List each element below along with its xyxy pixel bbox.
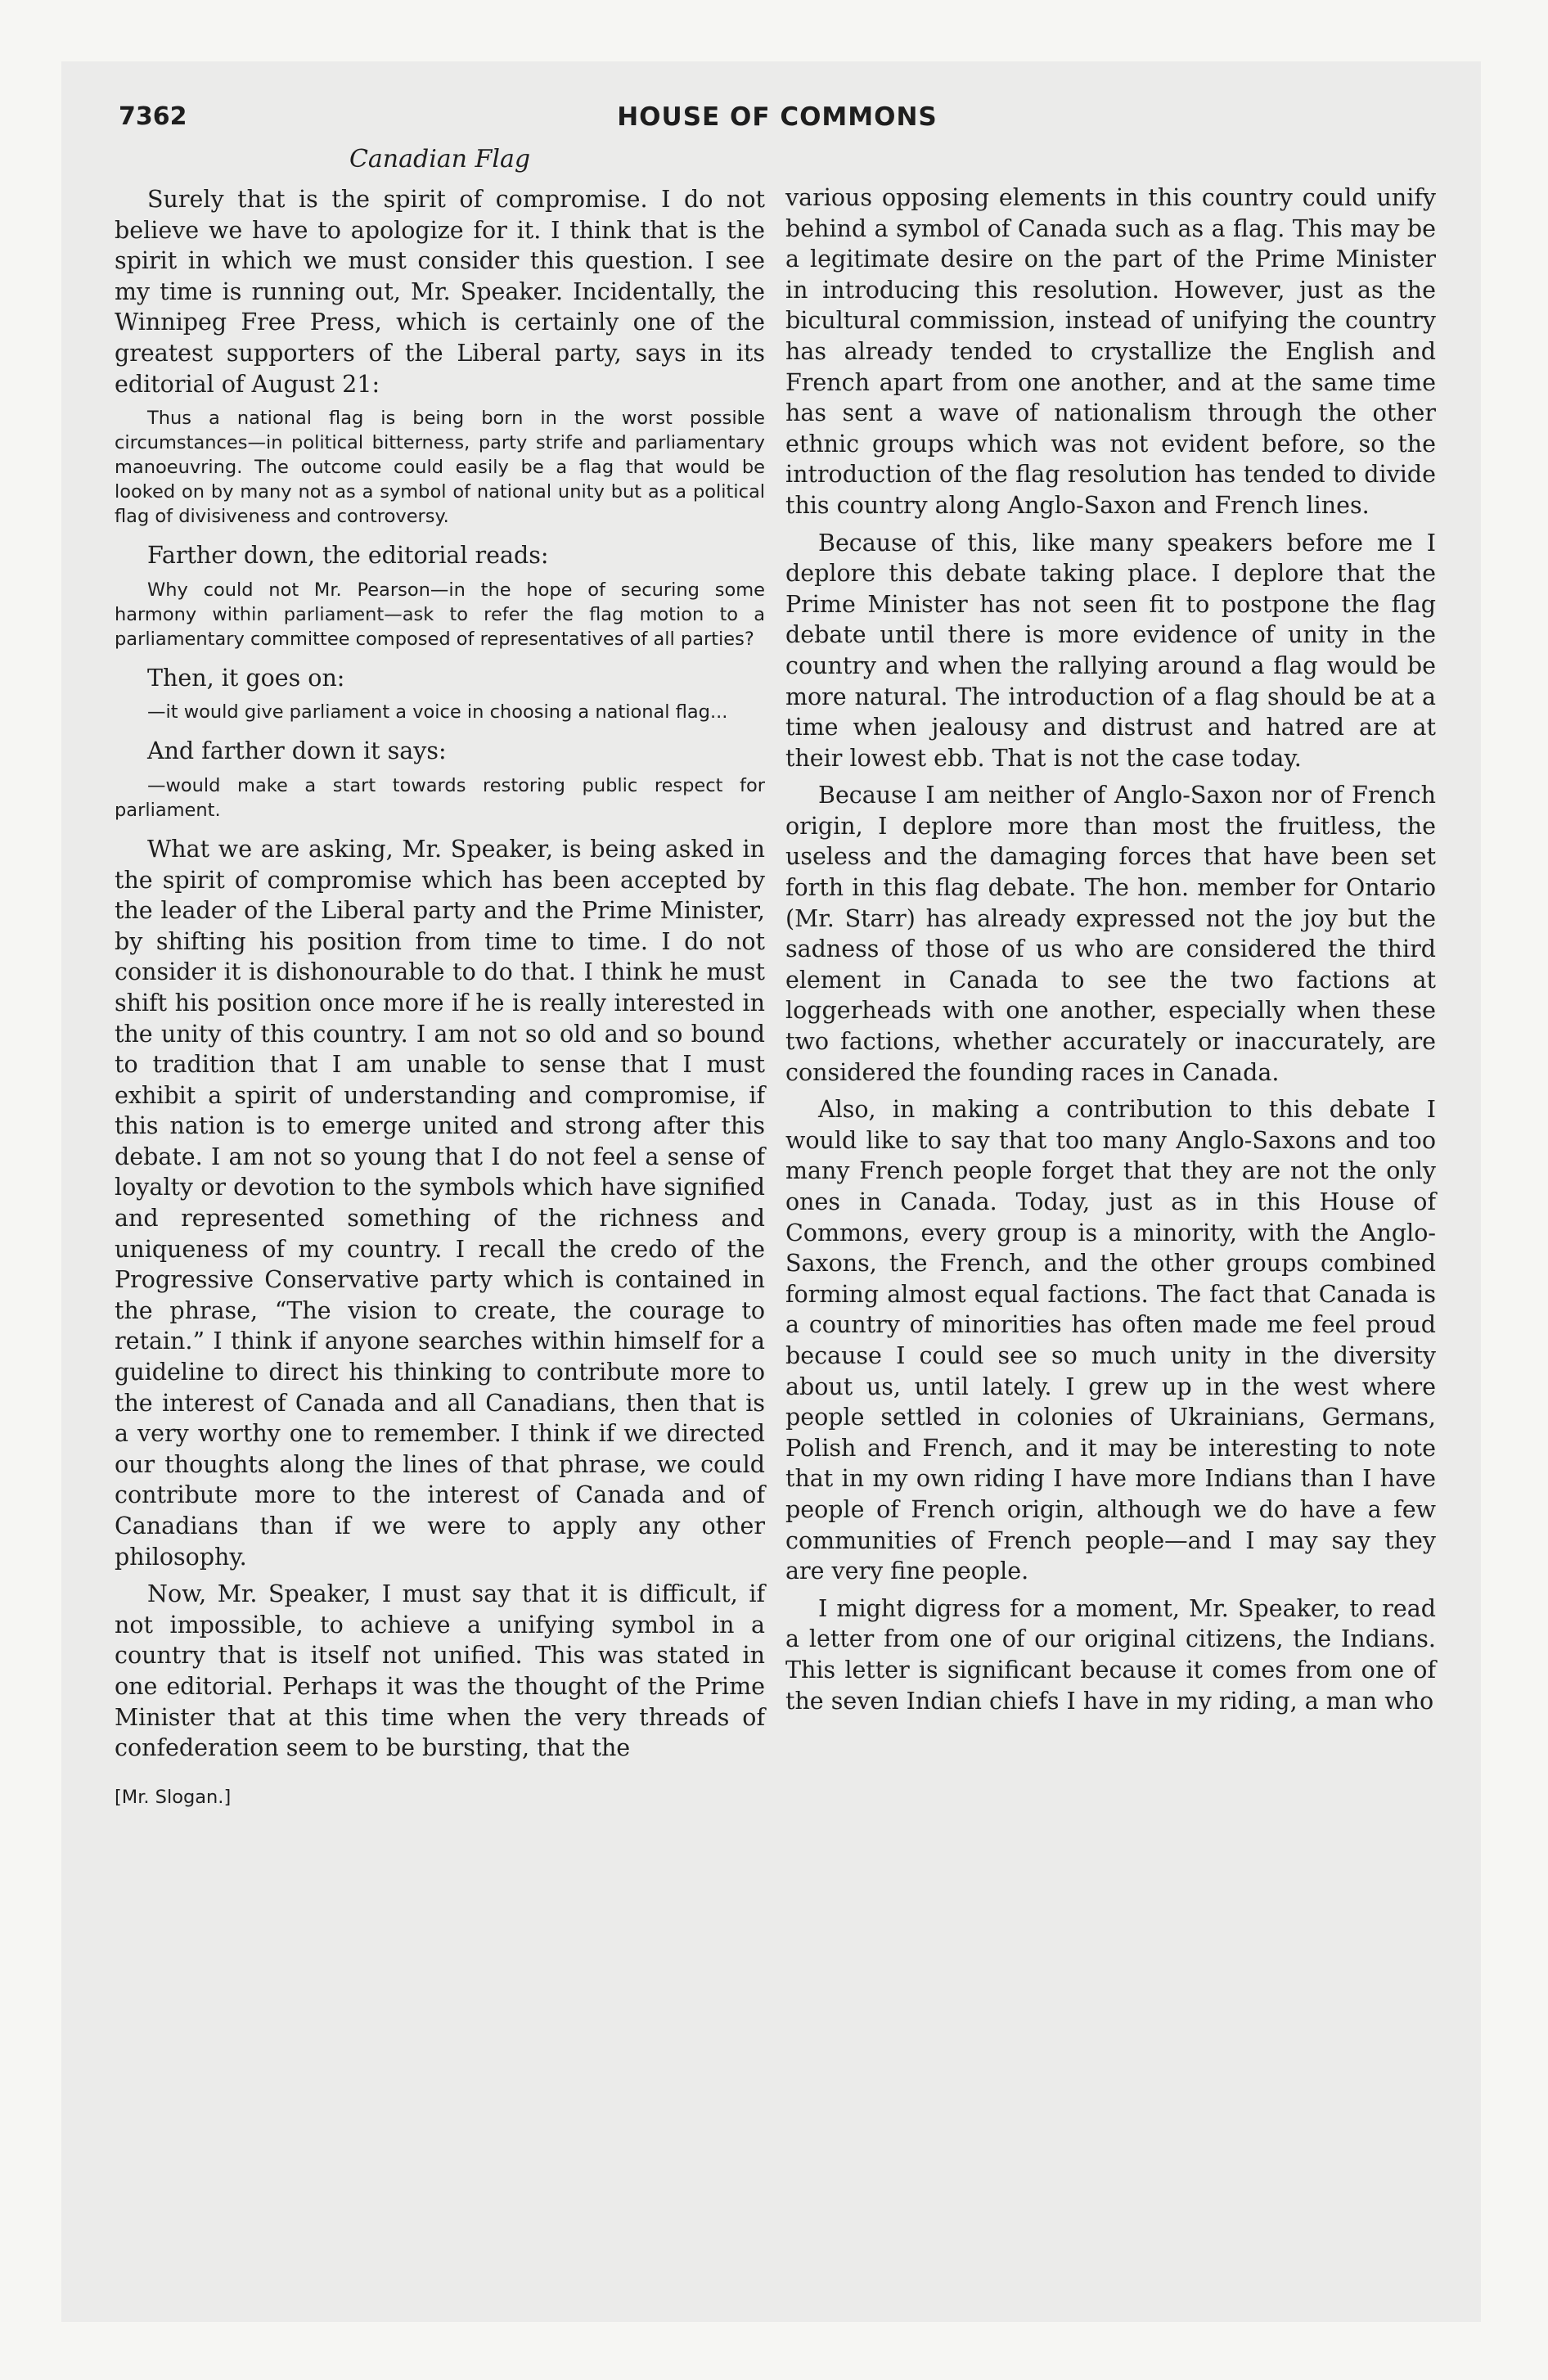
paragraph: I might digress for a moment, Mr. Speaker, to read a letter from one of our original citizens, the Indians. This letter is significant because it comes from one of the seven Indian chiefs I have in my riding, a man who: [785, 1594, 1436, 1715]
editorial-quote: Thus a national flag is being born in the worst possible circumstances—in political bitterness, party strife and parliamentary manoeuvring. The outcome could easily be a flag that would be looked on by many not as a symbol of national unity but as a political flag of divisiveness and controversy.: [115, 408, 765, 528]
right-column: [785, 183, 1436, 1723]
paragraph: Now, Mr. Speaker, I must say that it is difficult, if not impossible, to achieve a unifying symbol in a country that is itself not unified. This was stated in one editorial. Perhaps it was the thought of the Prime Minister that at this time when the very threads of confederation seem to be bursting, that the: [115, 1580, 765, 1762]
left-column: [115, 142, 765, 1810]
running-title: HOUSE OF COMMONS: [617, 102, 938, 132]
paragraph: Because of this, like many speakers before me I deplore this debate taking place. I deplore that the Prime Minister has not seen fit to postpone the flag debate until there is more evidence of unity in the country and when the rallying around a flag would be more natural. The introduction of a flag should be at a time when jealousy and distrust and hatred are at their lowest ebb. That is not the case today.: [785, 529, 1436, 772]
paragraph: Farther down, the editorial reads:: [147, 542, 549, 570]
speaker-attribution: [Mr. Slogan.]: [115, 1786, 232, 1808]
paragraph: And farther down it says:: [147, 737, 447, 765]
editorial-quote: Why could not Mr. Pearson—in the hope of securing some harmony within parliament—ask to refer the flag motion to a parliamentary committee composed of representatives of all parties?: [115, 579, 765, 650]
subject-heading: Canadian Flag: [349, 145, 531, 174]
paragraph: Because I am neither of Anglo-Saxon nor of French origin, I deplore more than most the fruitless, the useless and the damaging forces that have been set forth in this flag debate. The hon. member for Ontario (Mr. Starr) has already expressed not the joy but the sadness of those of us who are considered the third element in Canada to see the two factions at loggerheads with one another, especially when these two factions, whether accurately or inaccurately, are considered the founding races in Canada.: [785, 782, 1436, 1086]
paragraph: What we are asking, Mr. Speaker, is being asked in the spirit of compromise which has been accepted by the leader of the Liberal party and the Prime Minister, by shifting his position from time to time. I do not consider it is dishonourable to do that. I think he must shift his position once more if he is really interested in the unity of this country. I am not so old and so bound to tradition that I am unable to sense that I must exhibit a spirit of understanding and compromise, if this nation is to emerge united and strong after this debate. I am not so young that I do not feel a sense of loyalty or devotion to the symbols which have signified and represented something of the richness and uniqueness of my country. I recall the credo of the Progressive Conservative party which is contained in the phrase, “The vision to create, the courage to retain.” I think if anyone searches within himself for a guideline to direct his thinking to contribute more to the interest of Canada and all Canadians, then that is a very worthy one to remember. I think if we directed our thoughts along the lines of that phrase, we could contribute more to the interest of Canada and of Canadians than if we were to apply any other philosophy.: [115, 835, 765, 1571]
editorial-quote: —would make a start towards restoring public respect for parliament.: [115, 774, 765, 821]
paragraph: Surely that is the spirit of compromise. I do not believe we have to apologize for it. I think that is the spirit in which we must consider this question. I see my time is running out, Mr. Speaker. Incidentally, the Winnipeg Free Press, which is certainly one of the greatest supporters of the Liberal party, says in its editorial of August 21:: [115, 186, 765, 398]
editorial-quote: —it would give parliament a voice in choosing a national flag...: [147, 701, 728, 723]
page-sheet: [61, 61, 1481, 2322]
paragraph: Then, it goes on:: [147, 664, 345, 692]
paragraph: various opposing elements in this country could unify behind a symbol of Canada such as a flag. This may be a legitimate desire on the part of the Prime Minister in introducing this resolution. However, just as the bicultural commission, instead of unifying the country has already tended to crystallize the English and French apart from one another, and at the same time has sent a wave of nationalism through the other ethnic groups which was not evident before, so the introduction of the flag resolution has tended to divide this country along Anglo-Saxon and French lines.: [785, 184, 1436, 519]
paragraph: Also, in making a contribution to this debate I would like to say that too many Anglo-Saxons and too many French people forget that they are not the only ones in Canada. Today, just as in this House of Commons, every group is a minority, with the Anglo-Saxons, the French, and the other groups combined forming almost equal factions. The fact that Canada is a country of minorities has often made me feel proud because I could see so much unity in the diversity about us, until lately. I grew up in the west where people settled in colonies of Ukrainians, Germans, Polish and French, and it may be interesting to note that in my own riding I have more Indians than I have people of French origin, although we do have a few communities of French people—and I may say they are very fine people.: [785, 1096, 1436, 1585]
page-number: 7362: [119, 102, 187, 131]
